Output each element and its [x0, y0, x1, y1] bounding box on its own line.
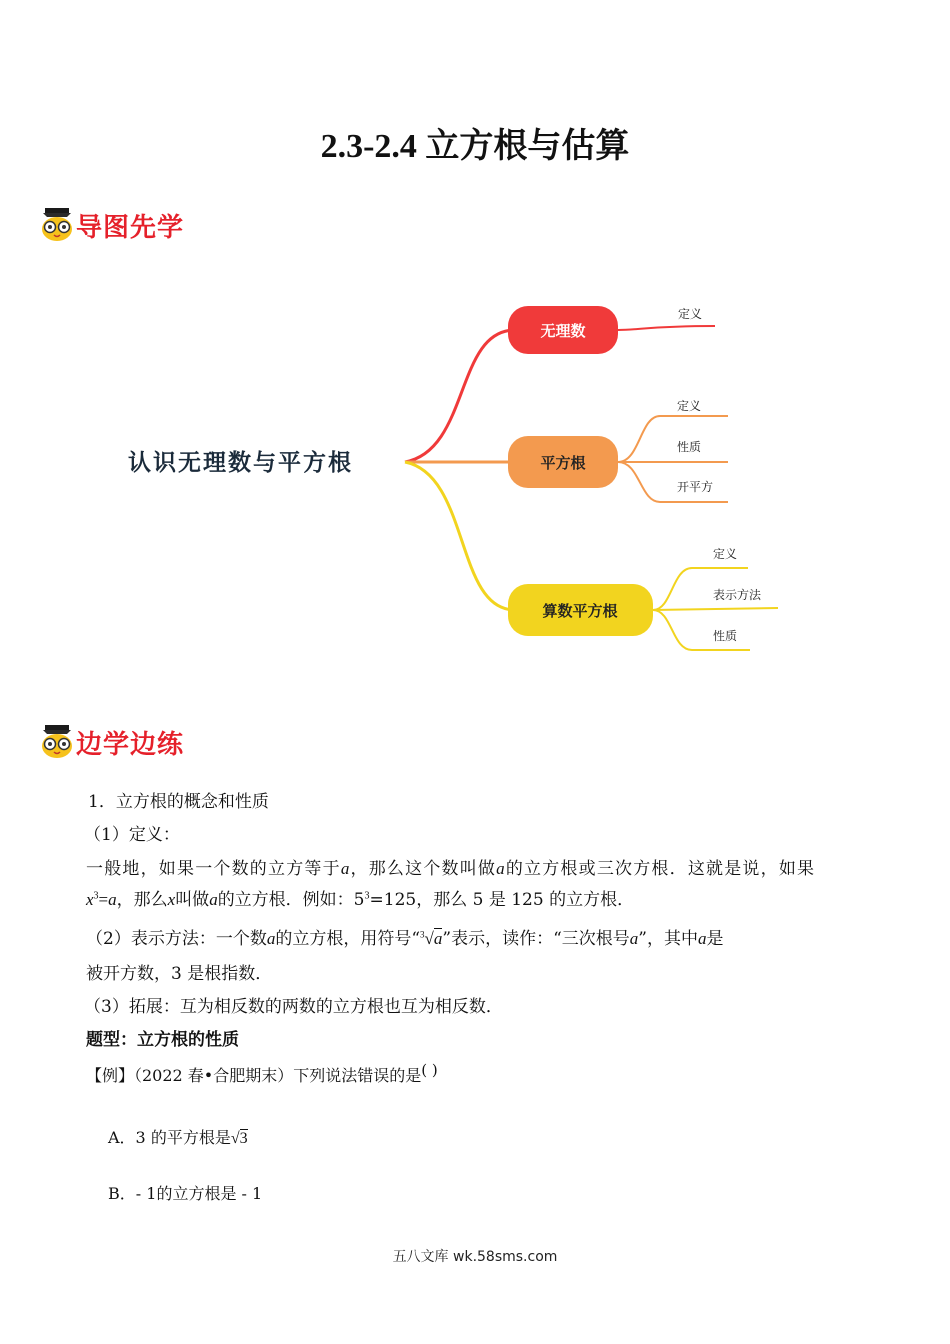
definition-line-2: $x^3=a$，那么x叫做a的立方根．例如：$5^3=125$，那么 5 是 125 的立方根． [86, 890, 635, 910]
leaf-label: 表示方法 [713, 588, 762, 602]
student-owl-icon [40, 722, 74, 762]
option-a: A．3 的平方根是√3 [108, 1128, 248, 1147]
question-type: 题型：立方根的性质 [86, 1030, 239, 1050]
leaf-label: 定义 [677, 399, 702, 413]
leaf-label: 定义 [713, 547, 738, 561]
connector [405, 330, 515, 462]
option-b: B．- 1的立方根是 - 1 [108, 1184, 263, 1203]
representation-line-2: 被开方数，3 是根指数． [86, 964, 273, 984]
representation-line-1: （2）表示方法：一个数a的立方根，用符号“$^3$√a”表示，读作：“三次根号a”，其中a是 [86, 929, 724, 949]
leaf-label: 定义 [678, 307, 703, 321]
definition-line-1: 一般地，如果一个数的立方等于a，那么这个数叫做a的立方根或三次方根．这就是说，如果 [86, 859, 816, 879]
body-content [84, 788, 878, 1218]
leaf-label: 性质 [677, 440, 702, 454]
branch-label: 算数平方根 [542, 602, 618, 620]
section-label: 导图先学 [76, 212, 185, 243]
leaf-label: 性质 [713, 629, 738, 643]
mindmap-root: 认识无理数与平方根 [128, 450, 353, 476]
page-title: 2.3-2.4 立方根与估算 [320, 128, 630, 165]
example-question: 【例】（2022 春•合肥期末）下列说法错误的是( ) [86, 1061, 438, 1085]
student-owl-icon [40, 205, 74, 245]
section-header-guide [40, 205, 184, 245]
section-label: 边学边练 [76, 729, 185, 760]
mind-map [0, 270, 950, 690]
cube-root-symbol: $^3$√a [420, 929, 443, 948]
leaf-label: 开平方 [677, 480, 714, 494]
connector [405, 462, 515, 610]
extension-line: （3）拓展：互为相反数的两数的立方根也互为相反数． [84, 997, 503, 1017]
footer-watermark: 五八文库 wk.58sms.com [392, 1249, 558, 1265]
branch-label: 平方根 [540, 454, 586, 472]
definition-label: （1）定义： [84, 825, 180, 845]
heading: 1．立方根的概念和性质 [88, 792, 269, 812]
section-header-practice [40, 722, 184, 762]
branch-label: 无理数 [540, 322, 586, 340]
